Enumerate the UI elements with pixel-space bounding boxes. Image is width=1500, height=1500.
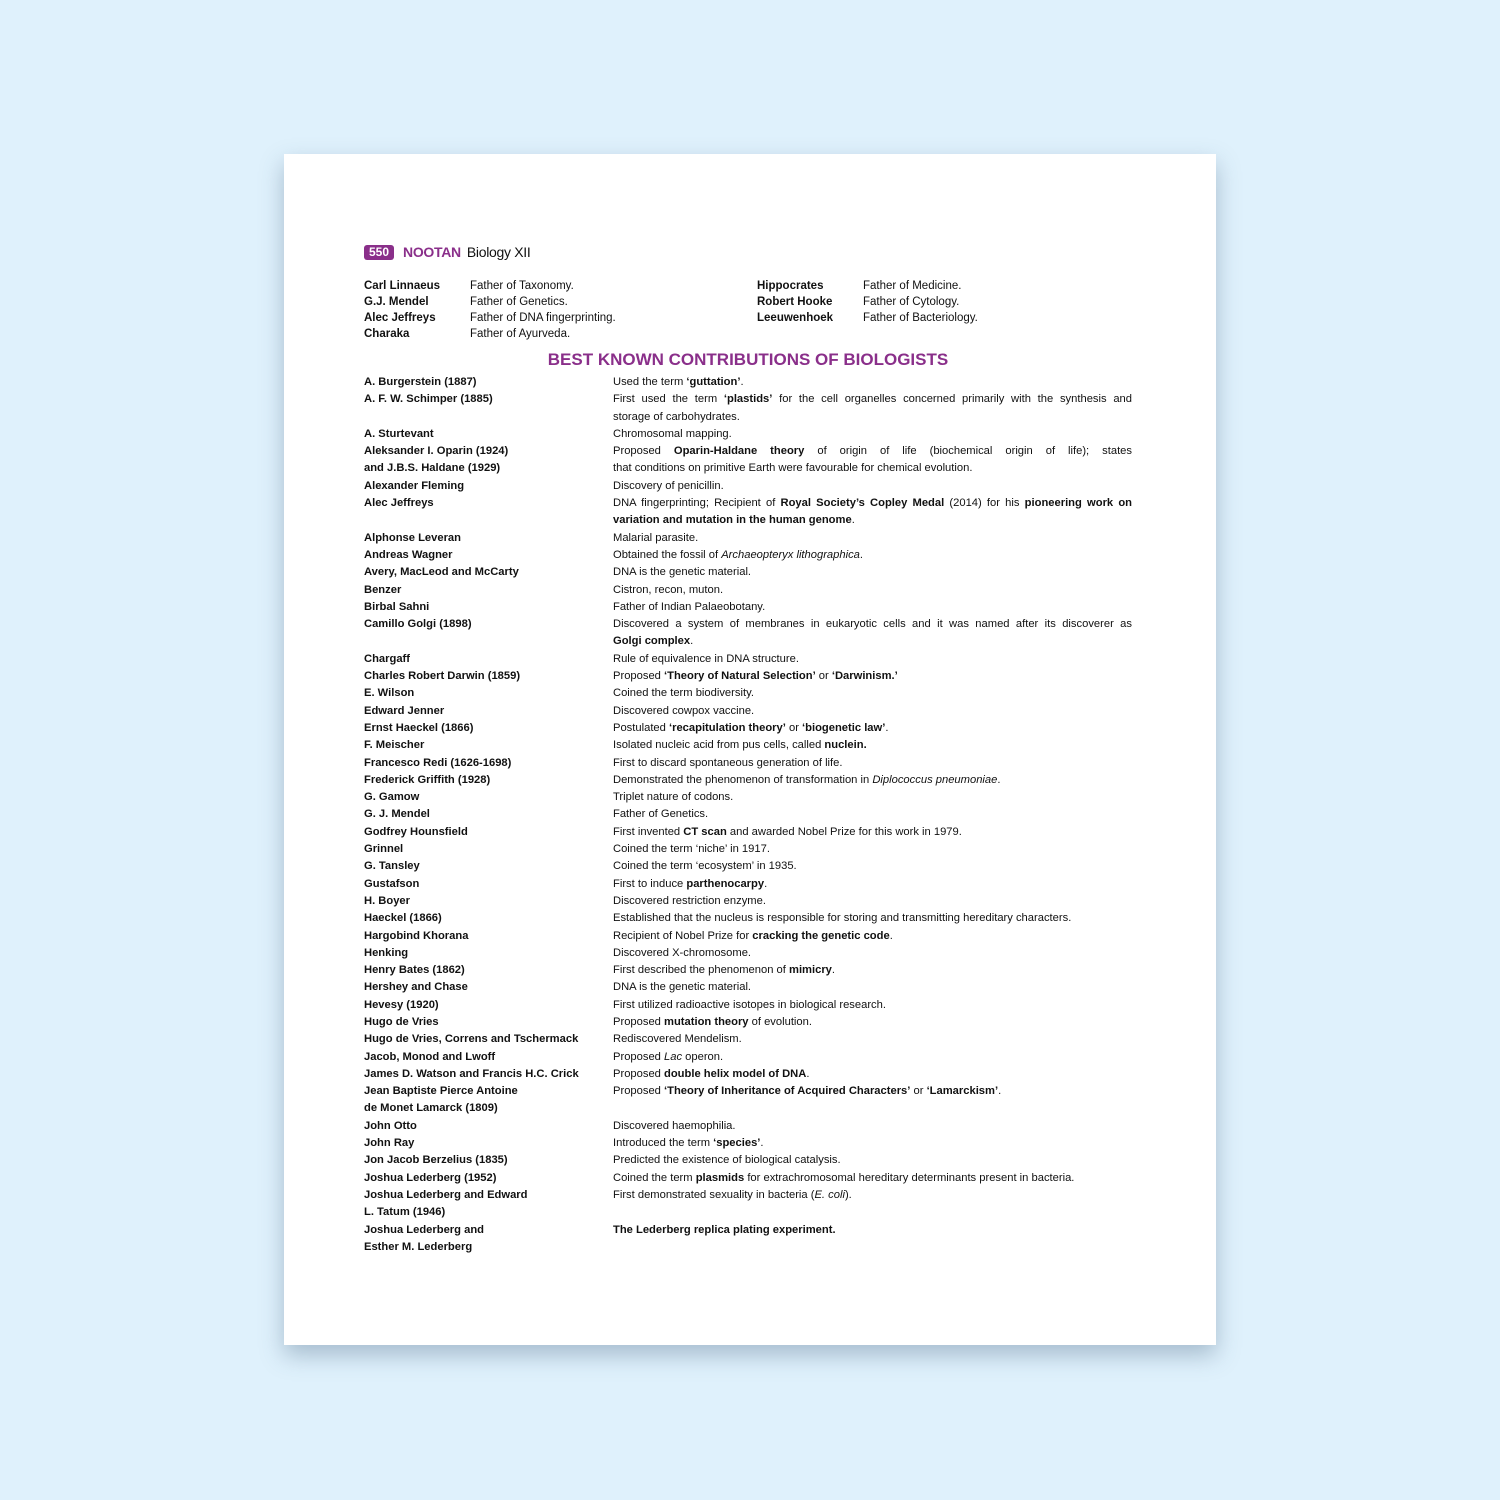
biologist-name-line: Jacob, Monod and Lwoff xyxy=(364,1050,496,1063)
father-title: Father of Bacteriology. xyxy=(863,312,978,324)
contribution-line: Coined the term ‘ecosystem’ in 1935. xyxy=(613,860,797,873)
contribution-row xyxy=(364,841,1132,858)
contribution-line: First described the phenomenon of mimicry. xyxy=(613,964,836,977)
contribution-row xyxy=(364,1152,1132,1169)
contribution-row xyxy=(364,374,1132,391)
biologist-name-line: Grinnel xyxy=(364,843,404,856)
contribution-line: Father of Genetics. xyxy=(613,808,709,821)
contribution-row xyxy=(364,737,1132,754)
contribution-line: Proposed ‘Theory of Inheritance of Acquired Characters’ or ‘Lamarckism’. xyxy=(613,1085,1002,1098)
father-row xyxy=(364,294,616,310)
biologist-name-line: Jon Jacob Berzelius (1835) xyxy=(364,1154,508,1167)
contribution-row xyxy=(364,530,1132,547)
biologist-name xyxy=(364,755,613,772)
biologist-name xyxy=(364,599,613,616)
contribution-row xyxy=(364,495,1132,530)
biologist-name-line: Charles Robert Darwin (1859) xyxy=(364,670,521,683)
father-row xyxy=(757,310,978,326)
biologist-name xyxy=(364,564,613,581)
contribution-row xyxy=(364,1118,1132,1135)
biologist-name xyxy=(364,806,613,823)
contribution-line: First to induce parthenocarpy. xyxy=(613,877,768,890)
biologist-name xyxy=(364,928,613,945)
contribution-row xyxy=(364,945,1132,962)
biologist-name xyxy=(364,668,613,685)
contribution-text xyxy=(613,1170,1132,1187)
contribution-text xyxy=(613,876,1132,893)
contribution-text xyxy=(613,426,1132,443)
contribution-text xyxy=(613,1135,1132,1152)
contribution-line: Predicted the existence of biological catalysis. xyxy=(613,1154,841,1167)
contribution-text xyxy=(613,478,1132,495)
contribution-line: Obtained the fossil of Archaeopteryx lithographica. xyxy=(613,548,864,561)
contribution-row xyxy=(364,755,1132,772)
biologist-name xyxy=(364,616,613,651)
contribution-text xyxy=(613,1222,1132,1257)
biologist-name xyxy=(364,1118,613,1135)
biologist-name-line: Chargaff xyxy=(364,652,410,665)
contribution-text xyxy=(613,651,1132,668)
contribution-row xyxy=(364,1222,1132,1257)
contribution-line: Used the term ‘guttation’. xyxy=(613,376,744,388)
contribution-text xyxy=(613,858,1132,875)
biologist-name-line: A. Burgerstein (1887) xyxy=(364,376,477,388)
contribution-line: First used the term ‘plastids’ for the cell organelles concerned primarily with the synthesis and xyxy=(613,393,1132,406)
biologist-name xyxy=(364,582,613,599)
contribution-text xyxy=(613,1049,1132,1066)
fathers-table xyxy=(364,278,1132,342)
biologist-name-line: A. F. W. Schimper (1885) xyxy=(364,393,493,406)
biologist-name xyxy=(364,1170,613,1187)
contributions-list xyxy=(364,374,1132,1256)
contribution-text xyxy=(613,443,1132,478)
contribution-text xyxy=(613,703,1132,720)
biologist-name-line: Henry Bates (1862) xyxy=(364,964,465,977)
brand-name: NOOTAN xyxy=(403,244,461,260)
biologist-name xyxy=(364,426,613,443)
contribution-text xyxy=(613,997,1132,1014)
contribution-line: Postulated ‘recapitulation theory’ or ‘biogenetic law’. xyxy=(613,721,889,734)
contribution-row xyxy=(364,651,1132,668)
contribution-row xyxy=(364,824,1132,841)
contribution-text xyxy=(613,1187,1132,1222)
father-row xyxy=(364,310,616,326)
biologist-name-line: Avery, MacLeod and McCarty xyxy=(364,566,519,579)
contribution-line: Chromosomal mapping. xyxy=(613,427,732,440)
biologist-name-line: Hershey and Chase xyxy=(364,981,468,994)
biologist-name-line: H. Boyer xyxy=(364,894,411,907)
contribution-line: storage of carbohydrates. xyxy=(613,410,740,423)
contribution-text xyxy=(613,685,1132,702)
biologist-name-line: Haeckel (1866) xyxy=(364,912,442,925)
biologist-name-line: Gustafson xyxy=(364,877,420,890)
father-name: Robert Hooke xyxy=(757,296,833,308)
biologist-name-line: John Ray xyxy=(364,1137,415,1150)
biologist-name xyxy=(364,495,613,530)
father-row xyxy=(757,278,978,294)
biologist-name xyxy=(364,1187,613,1222)
contribution-row xyxy=(364,1170,1132,1187)
father-title: Father of DNA fingerprinting. xyxy=(470,312,616,324)
contribution-line: Proposed ‘Theory of Natural Selection’ or ‘Darwinism.’ xyxy=(613,670,898,683)
biologist-name-line: Jean Baptiste Pierce Antoine xyxy=(364,1085,518,1098)
contribution-row xyxy=(364,703,1132,720)
biologist-name-line: Godfrey Hounsfield xyxy=(364,825,468,838)
contribution-text xyxy=(613,841,1132,858)
biologist-name-line: Alec Jeffreys xyxy=(364,497,434,510)
biologist-name-line: Alexander Fleming xyxy=(364,479,465,492)
contribution-row xyxy=(364,1187,1132,1222)
contribution-row xyxy=(364,547,1132,564)
biologist-name-line: E. Wilson xyxy=(364,687,415,700)
contribution-text xyxy=(613,582,1132,599)
biologist-name-line: Henking xyxy=(364,946,409,959)
biologist-name-line: Benzer xyxy=(364,583,402,596)
father-name: Alec Jeffreys xyxy=(364,312,436,324)
biologist-name-line: Birbal Sahni xyxy=(364,600,430,613)
biologist-name-line: de Monet Lamarck (1809) xyxy=(364,1102,498,1115)
contribution-line: Discovered cowpox vaccine. xyxy=(613,704,755,717)
contribution-row xyxy=(364,599,1132,616)
contribution-line: Discovery of penicillin. xyxy=(613,479,724,492)
fathers-right-column xyxy=(757,278,978,326)
contribution-row xyxy=(364,893,1132,910)
contribution-row xyxy=(364,858,1132,875)
contribution-line: Rediscovered Mendelism. xyxy=(613,1033,742,1046)
contribution-line: Proposed double helix model of DNA. xyxy=(613,1067,810,1080)
contribution-text xyxy=(613,720,1132,737)
contribution-row xyxy=(364,962,1132,979)
document-page xyxy=(284,154,1216,1345)
father-title: Father of Taxonomy. xyxy=(470,280,574,292)
contribution-row xyxy=(364,443,1132,478)
biologist-name xyxy=(364,910,613,927)
contribution-row xyxy=(364,806,1132,823)
biologist-name xyxy=(364,962,613,979)
biologist-name-line: Hevesy (1920) xyxy=(364,998,439,1011)
contribution-line: Discovered a system of membranes in eukaryotic cells and it was named after its discoverer as xyxy=(613,618,1132,631)
biologist-name xyxy=(364,1135,613,1152)
father-title: Father of Ayurveda. xyxy=(470,328,571,340)
page-number: 550 xyxy=(364,245,394,260)
father-title: Father of Cytology. xyxy=(863,296,960,308)
biologist-name-line: F. Meischer xyxy=(364,739,425,752)
contribution-text xyxy=(613,772,1132,789)
contribution-line: Malarial parasite. xyxy=(613,531,699,544)
contribution-row xyxy=(364,478,1132,495)
contribution-row xyxy=(364,1031,1132,1048)
contribution-text xyxy=(613,564,1132,581)
biologist-name-line: Frederick Griffith (1928) xyxy=(364,773,491,786)
biologist-name xyxy=(364,1049,613,1066)
contribution-line: Recipient of Nobel Prize for cracking the genetic code. xyxy=(613,929,893,942)
contribution-line: Coined the term biodiversity. xyxy=(613,687,754,700)
contribution-text xyxy=(613,962,1132,979)
biologist-name-line: Francesco Redi (1626-1698) xyxy=(364,756,512,769)
contribution-text xyxy=(613,391,1132,426)
contribution-row xyxy=(364,668,1132,685)
contribution-row xyxy=(364,979,1132,996)
biologist-name-line: Joshua Lederberg and Edward xyxy=(364,1188,528,1201)
contribution-text xyxy=(613,737,1132,754)
page-content xyxy=(364,242,1132,1256)
fathers-left-column xyxy=(364,278,616,342)
biologist-name-line: A. Sturtevant xyxy=(364,427,434,440)
biologist-name-line: John Otto xyxy=(364,1119,417,1132)
contribution-text xyxy=(613,806,1132,823)
biologist-name xyxy=(364,443,613,478)
contribution-line: variation and mutation in the human genome. xyxy=(613,514,855,527)
biologist-name-line: James D. Watson and Francis H.C. Crick xyxy=(364,1067,579,1080)
contribution-line: Father of Indian Palaeobotany. xyxy=(613,600,766,613)
contribution-row xyxy=(364,910,1132,927)
father-name: Hippocrates xyxy=(757,280,824,292)
father-title: Father of Genetics. xyxy=(470,296,568,308)
contribution-row xyxy=(364,391,1132,426)
contribution-text xyxy=(613,945,1132,962)
contribution-line: DNA is the genetic material. xyxy=(613,566,752,579)
biologist-name-line: Hugo de Vries, Correns and Tschermack xyxy=(364,1033,579,1046)
contribution-text xyxy=(613,599,1132,616)
biologist-name xyxy=(364,841,613,858)
biologist-name xyxy=(364,547,613,564)
biologist-name xyxy=(364,789,613,806)
contribution-line: Coined the term plasmids for extrachromosomal hereditary determinants present in bacteria. xyxy=(613,1171,1075,1184)
book-subject: Biology XII xyxy=(466,244,531,260)
contribution-text xyxy=(613,789,1132,806)
contribution-text xyxy=(613,1118,1132,1135)
biologist-name-line: Andreas Wagner xyxy=(364,548,453,561)
contribution-text xyxy=(613,547,1132,564)
section-title: BEST KNOWN CONTRIBUTIONS OF BIOLOGISTS xyxy=(547,350,949,369)
biologist-name xyxy=(364,824,613,841)
biologist-name-line: Camillo Golgi (1898) xyxy=(364,618,472,631)
father-name: G.J. Mendel xyxy=(364,296,429,308)
contribution-row xyxy=(364,1135,1132,1152)
contribution-text xyxy=(613,1066,1132,1083)
contribution-line: Proposed mutation theory of evolution. xyxy=(613,1015,812,1028)
contribution-row xyxy=(364,876,1132,893)
contribution-text xyxy=(613,979,1132,996)
biologist-name xyxy=(364,685,613,702)
father-name: Carl Linnaeus xyxy=(364,280,441,292)
contribution-text xyxy=(613,1031,1132,1048)
contribution-text xyxy=(613,1152,1132,1169)
biologist-name xyxy=(364,1083,613,1118)
contribution-line: Rule of equivalence in DNA structure. xyxy=(613,652,799,665)
biologist-name-line: Alphonse Leveran xyxy=(364,531,461,544)
contribution-row xyxy=(364,582,1132,599)
biologist-name xyxy=(364,997,613,1014)
father-name: Charaka xyxy=(364,328,410,340)
contribution-row xyxy=(364,685,1132,702)
contribution-line: Triplet nature of codons. xyxy=(613,791,734,804)
biologist-name xyxy=(364,703,613,720)
contribution-line: Discovered restriction enzyme. xyxy=(613,894,766,907)
contribution-row xyxy=(364,772,1132,789)
contribution-line: First demonstrated sexuality in bacteria (E. coli). xyxy=(613,1188,852,1201)
contribution-row xyxy=(364,616,1132,651)
contribution-text xyxy=(613,910,1132,927)
biologist-name xyxy=(364,772,613,789)
contribution-row xyxy=(364,426,1132,443)
contribution-text xyxy=(613,616,1132,651)
biologist-name-line: Edward Jenner xyxy=(364,704,445,717)
biologist-name xyxy=(364,737,613,754)
contribution-row xyxy=(364,1014,1132,1031)
biologist-name xyxy=(364,1066,613,1083)
biologist-name-line: Ernst Haeckel (1866) xyxy=(364,721,474,734)
biologist-name xyxy=(364,945,613,962)
contribution-row xyxy=(364,1049,1132,1066)
contribution-row xyxy=(364,1083,1132,1118)
contribution-line: First invented CT scan and awarded Nobel Prize for this work in 1979. xyxy=(613,825,962,838)
contribution-line: Coined the term ‘niche’ in 1917. xyxy=(613,843,770,856)
contribution-line: Demonstrated the phenomenon of transformation in Diplococcus pneumoniae. xyxy=(613,773,1001,786)
contribution-line: First utilized radioactive isotopes in biological research. xyxy=(613,998,886,1011)
contribution-text xyxy=(613,530,1132,547)
biologist-name xyxy=(364,478,613,495)
biologist-name xyxy=(364,858,613,875)
contribution-line: First to discard spontaneous generation of life. xyxy=(613,756,843,769)
biologist-name-line: and J.B.S. Haldane (1929) xyxy=(364,462,501,475)
father-name: Leeuwenhoek xyxy=(757,312,834,324)
biologist-name-line: Joshua Lederberg and xyxy=(364,1223,484,1236)
contribution-line: Discovered X-chromosome. xyxy=(613,946,752,959)
contribution-text xyxy=(613,495,1132,530)
father-title: Father of Medicine. xyxy=(863,280,962,292)
biologist-name-line: G. Tansley xyxy=(364,860,420,873)
biologist-name xyxy=(364,374,613,391)
contribution-line: Cistron, recon, muton. xyxy=(613,583,724,596)
biologist-name xyxy=(364,1014,613,1031)
contribution-row xyxy=(364,720,1132,737)
father-row xyxy=(757,294,978,310)
contribution-row xyxy=(364,789,1132,806)
contribution-text xyxy=(613,893,1132,910)
contribution-text xyxy=(613,1014,1132,1031)
contribution-row xyxy=(364,1066,1132,1083)
contribution-line: DNA fingerprinting; Recipient of Royal Society’s Copley Medal (2014) for his pioneering work on xyxy=(613,497,1132,510)
contribution-line: The Lederberg replica plating experiment. xyxy=(613,1223,836,1236)
contribution-line: Introduced the term ‘species’. xyxy=(613,1137,764,1150)
contribution-text xyxy=(613,928,1132,945)
contribution-line: Discovered haemophilia. xyxy=(613,1119,736,1132)
contribution-row xyxy=(364,997,1132,1014)
contribution-line: Proposed Oparin-Haldane theory of origin of life (biochemical origin of life); states xyxy=(613,445,1132,458)
biologist-name xyxy=(364,720,613,737)
contribution-line: that conditions on primitive Earth were favourable for chemical evolution. xyxy=(613,462,973,475)
biologist-name-line: Esther M. Lederberg xyxy=(364,1240,473,1253)
biologist-name xyxy=(364,893,613,910)
contribution-row xyxy=(364,564,1132,581)
biologist-name-line: Joshua Lederberg (1952) xyxy=(364,1171,497,1184)
contribution-line: Established that the nucleus is responsible for storing and transmitting hereditary characters. xyxy=(613,912,1072,925)
contribution-text xyxy=(613,1083,1132,1118)
biologist-name-line: Hargobind Khorana xyxy=(364,929,469,942)
father-row xyxy=(364,326,616,342)
contribution-line: Golgi complex. xyxy=(613,635,694,648)
contribution-text xyxy=(613,668,1132,685)
contribution-line: Isolated nucleic acid from pus cells, called nuclein. xyxy=(613,739,867,752)
contribution-line: Proposed Lac operon. xyxy=(613,1050,724,1063)
biologist-name-line: G. J. Mendel xyxy=(364,808,430,821)
contribution-text xyxy=(613,374,1132,391)
biologist-name-line: G. Gamow xyxy=(364,791,420,804)
biologist-name xyxy=(364,1152,613,1169)
biologist-name xyxy=(364,391,613,426)
biologist-name-line: L. Tatum (1946) xyxy=(364,1206,446,1219)
contribution-text xyxy=(613,755,1132,772)
father-row xyxy=(364,278,616,294)
biologist-name xyxy=(364,876,613,893)
biologist-name xyxy=(364,1222,613,1257)
contribution-line: DNA is the genetic material. xyxy=(613,981,752,994)
biologist-name xyxy=(364,1031,613,1048)
page-header xyxy=(364,242,1132,262)
biologist-name xyxy=(364,979,613,996)
biologist-name-line: Aleksander I. Oparin (1924) xyxy=(364,445,509,458)
biologist-name-line: Hugo de Vries xyxy=(364,1015,439,1028)
contribution-row xyxy=(364,928,1132,945)
biologist-name xyxy=(364,530,613,547)
biologist-name xyxy=(364,651,613,668)
contribution-text xyxy=(613,824,1132,841)
